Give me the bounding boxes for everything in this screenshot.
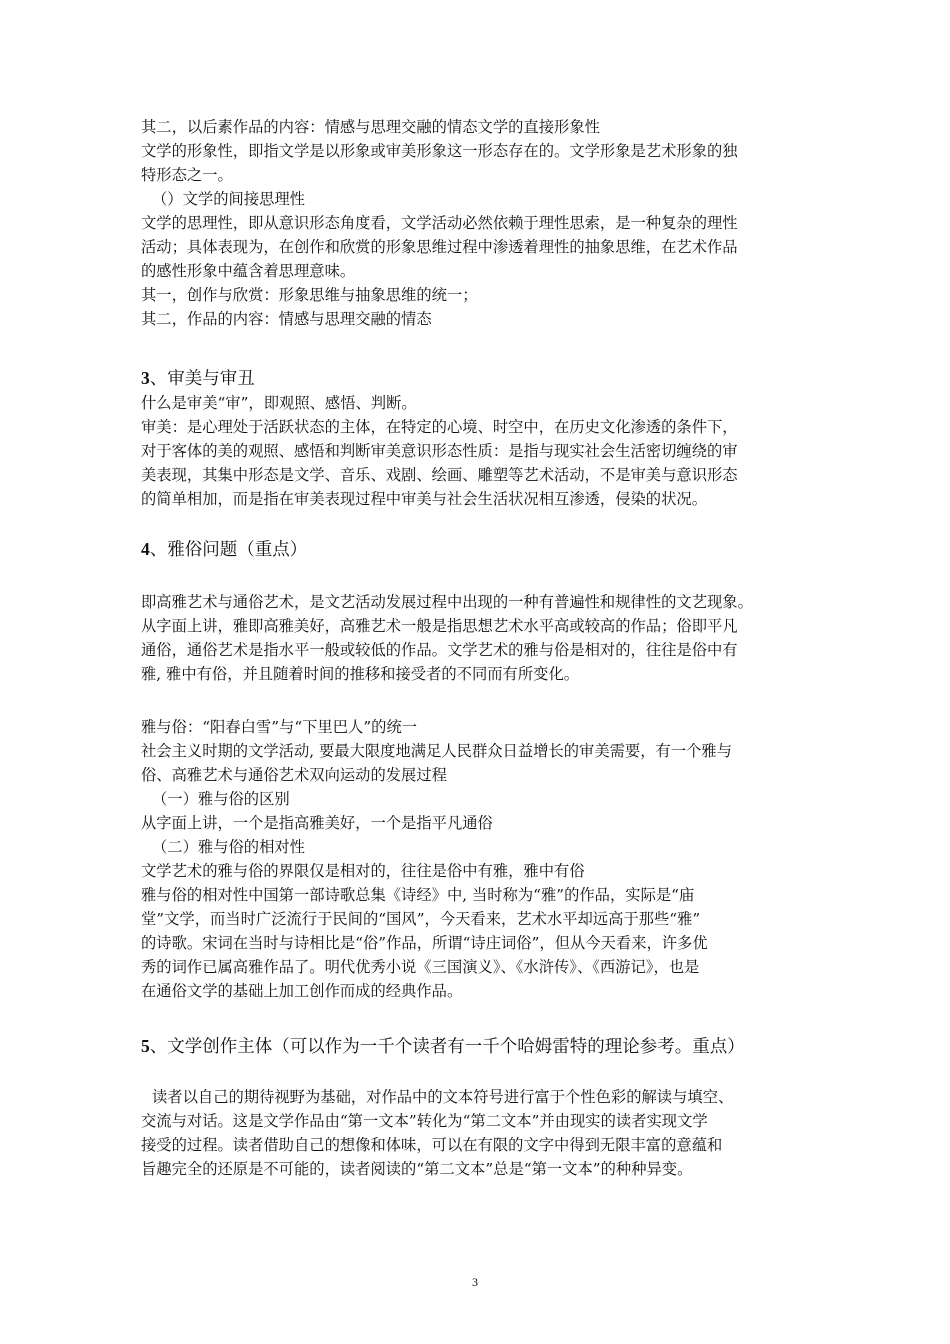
text-line: 秀的词作已属高雅作品了。明代优秀小说《三国演义》、《水浒传》、《西游记》，也是 xyxy=(141,958,700,976)
heading-number: 3 xyxy=(141,368,150,388)
subheading: （一）雅与俗的区别 xyxy=(152,790,290,808)
heading-text: 、雅俗问题（重点） xyxy=(149,540,308,560)
text-line: 文学艺术的雅与俗的界限仅是相对的，往往是俗中有雅，雅中有俗 xyxy=(141,862,585,880)
page-number: 3 xyxy=(472,1275,478,1289)
section-heading-4 xyxy=(141,536,307,563)
text-line: 其二，作品的内容：情感与思理交融的情态 xyxy=(141,310,432,328)
text-line: 活动；具体表现为，在创作和欣赏的形象思维过程中渗透着理性的抽象思维，在艺术作品 xyxy=(141,238,738,256)
text-line: 通俗，通俗艺术是指水平一般或较低的作品。文学艺术的雅与俗是相对的，往往是俗中有 xyxy=(141,641,738,659)
text-line: 社会主义时期的文学活动, 要最大限度地满足人民群众日益增长的审美需要，有一个雅与 xyxy=(141,742,733,760)
text-line: 的诗歌。宋词在当时与诗相比是“俗”作品，所谓“诗庄词俗”，但从今天看来，许多优 xyxy=(141,934,708,952)
section-heading-5 xyxy=(141,1033,745,1060)
section-heading-3 xyxy=(141,365,255,392)
text-line: 堂”文学，而当时广泛流行于民间的“国风”，今天看来，艺术水平却远高于那些“雅” xyxy=(141,910,701,928)
text-line: 俗、高雅艺术与通俗艺术双向运动的发展过程 xyxy=(141,766,447,784)
text-line: 对于客体的美的观照、感悟和判断审美意识形态性质：是指与现实社会生活密切缠绕的审 xyxy=(141,442,738,460)
text-line: 什么是审美“审”，即观照、感悟、判断。 xyxy=(141,394,417,412)
text-line: 旨趣完全的还原是不可能的，读者阅读的“第二文本”总是“第一文本”的种种异变。 xyxy=(141,1160,693,1178)
text-line: 雅, 雅中有俗，并且随着时间的推移和接受者的不同而有所变化。 xyxy=(141,665,580,683)
text-line: 美表现，其集中形态是文学、音乐、戏剧、绘画、雕塑等艺术活动，不是审美与意识形态 xyxy=(141,466,738,484)
text-line: 文学的形象性，即指文学是以形象或审美形象这一形态存在的。文学形象是艺术形象的独 xyxy=(141,142,738,160)
heading-text: 、审美与审丑 xyxy=(149,369,255,389)
text-line: 文学的思理性，即从意识形态角度看，文学活动必然依赖于理性思索，是一种复杂的理性 xyxy=(141,214,738,232)
text-line: 接受的过程。读者借助自己的想像和体味，可以在有限的文字中得到无限丰富的意蕴和 xyxy=(141,1136,723,1154)
text-line: 即高雅艺术与通俗艺术，是文艺活动发展过程中出现的一种有普遍性和规律性的文艺现象。 xyxy=(141,593,753,611)
text-line: 读者以自己的期待视野为基础，对作品中的文本符号进行富于个性色彩的解读与填空、 xyxy=(152,1088,734,1106)
text-line: 从字面上讲，雅即高雅美好，高雅艺术一般是指思想艺术水平高或较高的作品；俗即平凡 xyxy=(141,617,738,635)
text-line: 特形态之一。 xyxy=(141,166,233,184)
subheading: （二）雅与俗的相对性 xyxy=(152,838,305,856)
heading-number: 5 xyxy=(141,1036,150,1056)
subheading: （）文学的间接思理性 xyxy=(152,190,305,208)
heading-number: 4 xyxy=(141,539,150,559)
text-line: 雅与俗的相对性中国第一部诗歌总集《诗经》中, 当时称为“雅”的作品，实际是“庙 xyxy=(141,886,695,904)
text-line: 交流与对话。这是文学作品由“第一文本”转化为“第二文本”并由现实的读者实现文学 xyxy=(141,1112,708,1130)
text-line: 审美：是心理处于活跃状态的主体，在特定的心境、时空中，在历史文化渗透的条件下， xyxy=(141,418,738,436)
text-line: 的简单相加，而是指在审美表现过程中审美与社会生活状况相互渗透，侵染的状况。 xyxy=(141,490,707,508)
text-line: 其一，创作与欣赏：形象思维与抽象思维的统一； xyxy=(141,286,478,304)
text-line: 在通俗文学的基础上加工创作而成的经典作品。 xyxy=(141,982,463,1000)
text-line: 雅与俗：“阳春白雪”与“下里巴人”的统一 xyxy=(141,718,418,736)
heading-text: 、文学创作主体（可以作为一千个读者有一千个哈姆雷特的理论参考。重点） xyxy=(149,1037,745,1057)
text-line: 的感性形象中蕴含着思理意味。 xyxy=(141,262,356,280)
text-line: 其二，以后素作品的内容：情感与思理交融的情态文学的直接形象性 xyxy=(141,118,600,136)
text-line: 从字面上讲，一个是指高雅美好，一个是指平凡通俗 xyxy=(141,814,493,832)
